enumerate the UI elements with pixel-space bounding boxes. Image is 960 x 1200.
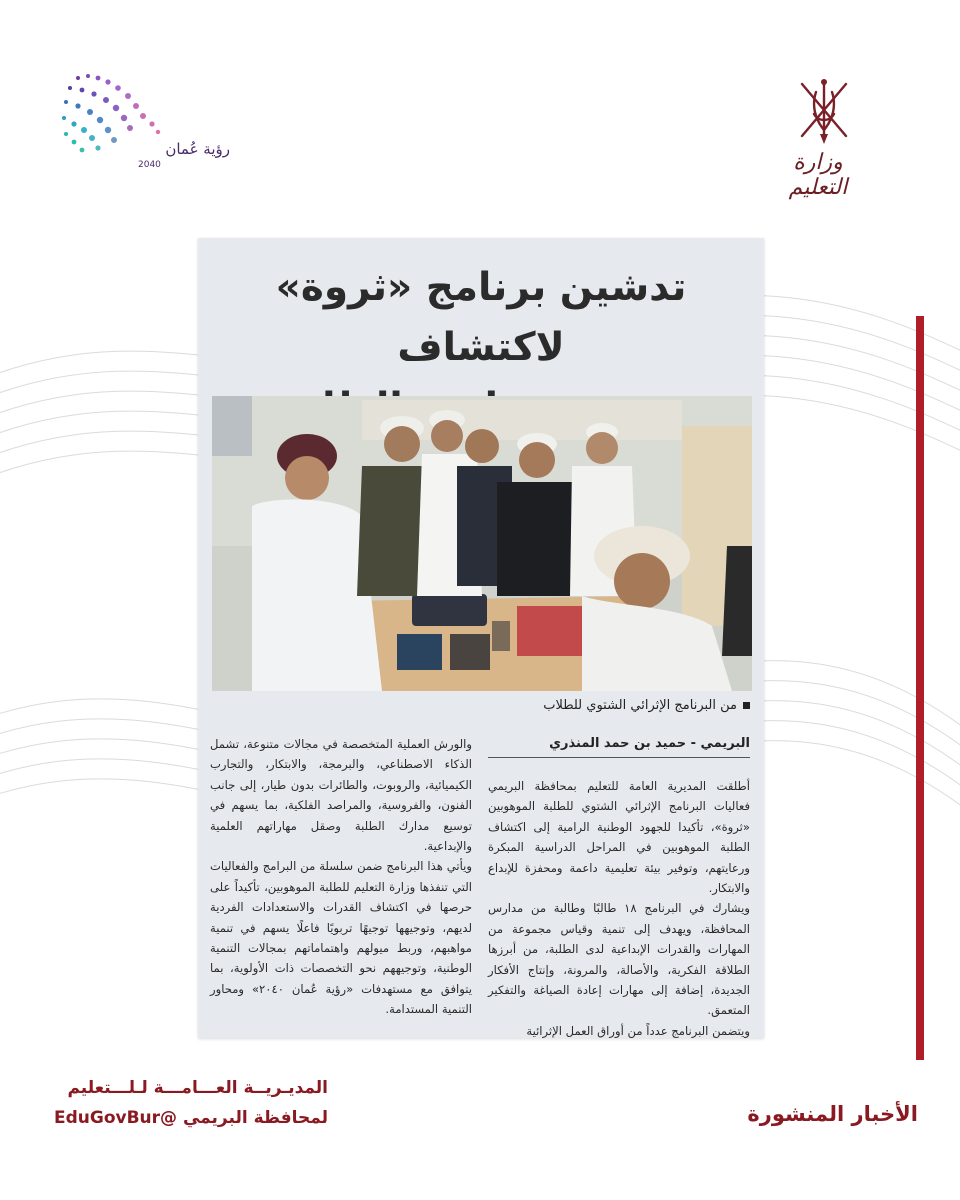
oman-emblem-icon — [792, 74, 856, 148]
section-title: الأخبار المنشورة — [747, 1102, 918, 1126]
article-paragraph: والورش العملية المتخصصة في مجالات متنوعة، تشمل الذكاء الاصطناعي، والبرمجة، والابتكار، والتجارب الكيميائية، والروبوت، والطائرات بدون طيار، إلى جانب الفنون، والفروسية، والمراصد الفلكية، بما يسهم في توسيع مدارك الطلبة وصقل مهاراتهم العلمية والإبداعية. — [210, 737, 472, 854]
directorate-governorate — [40, 1108, 328, 1128]
article-paragraph: ويأتي هذا البرنامج ضمن سلسلة من البرامج والفعاليات التي تنفذها وزارة التعليم للطلبة الموهوبين، تأكيداً على حرصها في اكتشاف القدرات والاستعدادات الفردية لديهم، وتوجيهها توجيهًا تربويًا فاعلًا يسهم في تنمية مواهبهم، وربط ميولهم واهتماماتهم بمجالات التنمية الوطنية، وتوجيههم نحو التخصصات ذات الأولوية، بما يتوافق مع مستهدفات «رؤية عُمان ٢٠٤٠» ومحاور التنمية المستدامة. — [210, 859, 472, 1017]
photo-caption — [543, 698, 750, 713]
accent-bar — [916, 316, 924, 1060]
ministry-name: وزارة التعليم — [788, 150, 848, 200]
social-handle[interactable]: EduGovBur@ — [53, 1108, 178, 1128]
article-paragraph: ويتضمن البرنامج عدداً من أوراق العمل الإثرائية — [526, 1023, 750, 1038]
governorate-name: لمحافظة البريمي — [182, 1108, 328, 1128]
caption-marker-icon — [743, 702, 750, 709]
headline-line-1: تدشين برنامج «ثروة» لاكتشاف — [275, 265, 687, 370]
photo-caption-text: من البرنامج الإثرائي الشتوي للطلاب — [543, 698, 737, 713]
oman-vision-2040-logo — [48, 66, 218, 176]
article-column-right — [488, 776, 750, 1041]
article-column-left — [210, 734, 472, 1020]
article-paragraph: أطلقت المديرية العامة للتعليم بمحافظة البريمي فعاليات البرنامج الإثرائي الشتوي للطلبة الموهوبين «ثروة»، تأكيدا للجهود الوطنية الرامية إلى اكتشاف الطلبة الموهوبين في المراحل الدراسية المبكرة ورعايتهم، وتوفير بيئة تعليمية داعمة ومحفزة للإبداع والابتكار. — [488, 779, 750, 896]
article-paragraph: ويشارك في البرنامج ١٨ طالبًا وطالبة من مدارس المحافظة، ويهدف إلى تنمية وقياس مجموعة من المهارات والقدرات الإبداعية لدى الطلبة، من أبرزها الطلاقة الفكرية، والأصالة، والمرونة، وإنتاج الأفكار الجديدة، إضافة إلى مهارات إعادة الصياغة والتفكير المتعمق. — [488, 901, 750, 1018]
article-byline: البريمي - حميد بن حمد المنذري — [488, 736, 750, 758]
vision-logo-text: رؤية عُمان — [165, 140, 230, 158]
directorate-name: المديـريــة العـــامـــة لـلـــتعليم — [67, 1078, 328, 1098]
newspaper-clipping — [198, 238, 764, 1038]
article-photo — [212, 396, 752, 691]
vision-logo-year: 2040 — [138, 160, 161, 170]
